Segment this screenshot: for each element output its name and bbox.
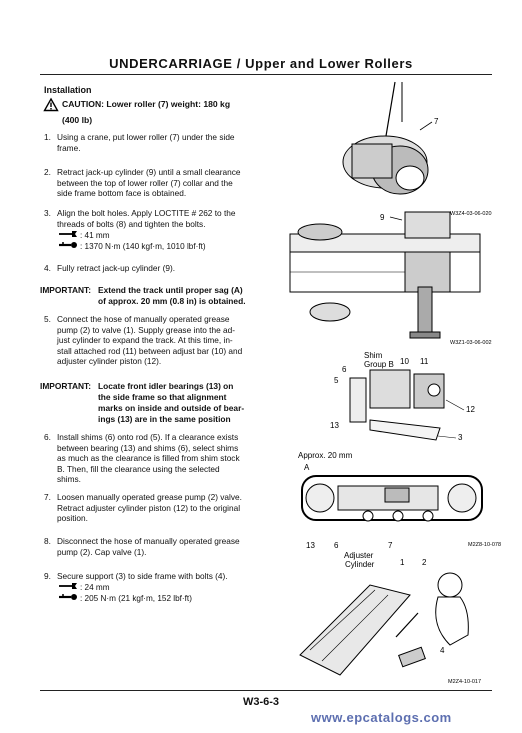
step-number: 6. bbox=[44, 432, 51, 442]
svg-text:13: 13 bbox=[306, 541, 315, 550]
svg-text:A: A bbox=[304, 463, 310, 472]
important-label: IMPORTANT: bbox=[40, 285, 92, 295]
figure-grease-pump bbox=[300, 555, 490, 687]
wrench-icon bbox=[56, 582, 80, 593]
spec-value: : 1370 N·m (140 kgf·m, 1010 lbf·ft) bbox=[80, 242, 206, 251]
svg-text:6: 6 bbox=[342, 365, 347, 374]
step-number: 3. bbox=[44, 208, 51, 218]
footer-rule bbox=[40, 690, 492, 691]
svg-text:7: 7 bbox=[388, 541, 393, 550]
figure-code-2: W3Z1-03-06-002 bbox=[450, 340, 492, 346]
spec-block-step3 bbox=[44, 230, 206, 252]
step-text: Secure support (3) to side frame with bolts (4). bbox=[57, 571, 228, 581]
step-number: 2. bbox=[44, 167, 51, 177]
step-text: Align the bolt holes. Apply LOCTITE # 262 to the threads of bolts (8) and tighten the bolts. bbox=[57, 208, 236, 229]
svg-text:13: 13 bbox=[330, 421, 339, 430]
spec-row bbox=[56, 241, 206, 252]
svg-text:12: 12 bbox=[466, 405, 475, 414]
svg-text:11: 11 bbox=[420, 357, 429, 366]
svg-text:2: 2 bbox=[422, 558, 427, 567]
svg-text:Cylinder: Cylinder bbox=[345, 560, 375, 569]
step-number: 9. bbox=[44, 571, 51, 581]
caution-line1: CAUTION: Lower roller (7) weight: 180 kg bbox=[62, 99, 231, 109]
step-text: Using a crane, put lower roller (7) under the side frame. bbox=[57, 132, 235, 153]
important-label: IMPORTANT: bbox=[40, 381, 92, 391]
spec-row bbox=[56, 230, 206, 241]
figure-shim-detail bbox=[330, 350, 490, 450]
svg-text:10: 10 bbox=[400, 357, 409, 366]
svg-text:5: 5 bbox=[334, 376, 339, 385]
step-number: 1. bbox=[44, 132, 51, 142]
header-rule bbox=[40, 74, 492, 75]
figure-code-4: M2Z4-10-017 bbox=[448, 679, 482, 685]
spec-value: : 41 mm bbox=[80, 231, 110, 240]
wrench-icon bbox=[56, 230, 80, 241]
svg-text:1: 1 bbox=[400, 558, 405, 567]
svg-text:6: 6 bbox=[334, 541, 339, 550]
warning-icon bbox=[44, 98, 58, 114]
page-title: UNDERCARRIAGE / Upper and Lower Rollers bbox=[109, 56, 413, 71]
svg-text:3: 3 bbox=[458, 433, 463, 442]
caution-line2: (400 lb) bbox=[62, 115, 93, 125]
step-text: Retract jack-up cylinder (9) until a small clearance between the top of lower roller (7) collar and the side frame bottom face is obtained. bbox=[57, 167, 241, 199]
torque-wrench-icon bbox=[56, 241, 80, 252]
spec-value: : 24 mm bbox=[80, 583, 110, 592]
figure-roller-lift bbox=[290, 82, 490, 347]
svg-text:Approx. 20 mm: Approx. 20 mm bbox=[298, 451, 353, 460]
torque-wrench-icon bbox=[56, 593, 80, 604]
spec-value: : 205 N·m (21 kgf·m, 152 lbf·ft) bbox=[80, 594, 192, 603]
svg-text:Adjuster: Adjuster bbox=[344, 551, 374, 560]
step-number: 8. bbox=[44, 536, 51, 546]
important-text: Extend the track until proper sag (A) of approx. 20 mm (0.8 in) is obtained. bbox=[98, 285, 246, 306]
caution-block bbox=[44, 98, 264, 126]
important-text: Locate front idler bearings (13) on the side frame so that alignment marks on inside and outside of bear- ings (13) are in the same position bbox=[98, 381, 245, 424]
svg-text:Shim: Shim bbox=[364, 351, 383, 360]
spec-row bbox=[56, 582, 192, 593]
spec-block-step9 bbox=[44, 582, 192, 604]
step-text: Install shims (6) onto rod (5). If a clearance exists between bearing (13) and shims (6), select shims as much as the clearance is filled from shim stock B. Then, fill the clearance using the selected shims. bbox=[57, 432, 240, 485]
figure-code-1: W3Z4-03-06-020 bbox=[450, 211, 492, 217]
figure-track-sag bbox=[290, 450, 502, 570]
watermark[interactable]: www.epcatalogs.com bbox=[311, 710, 452, 725]
page-number: W3-6-3 bbox=[242, 696, 280, 708]
step-number: 5. bbox=[44, 314, 51, 324]
callout-7: 7 bbox=[434, 117, 439, 126]
svg-text:4: 4 bbox=[440, 646, 445, 655]
section-heading: Installation bbox=[44, 85, 92, 95]
step-number: 4. bbox=[44, 263, 51, 273]
spec-row bbox=[56, 593, 192, 604]
step-text: Fully retract jack-up cylinder (9). bbox=[57, 263, 176, 273]
callout-9: 9 bbox=[380, 213, 385, 222]
svg-text:Group B: Group B bbox=[364, 360, 394, 369]
step-number: 7. bbox=[44, 492, 51, 502]
figure-code-3: M2Z8-10-078 bbox=[468, 542, 502, 548]
step-text: Loosen manually operated grease pump (2) valve. Retract adjuster cylinder piston (12) to the original position. bbox=[57, 492, 242, 524]
step-text: Disconnect the hose of manually operated grease pump (2). Cap valve (1). bbox=[57, 536, 240, 557]
step-text: Connect the hose of manually operated grease pump (2) to valve (1). Supply grease into the ad- just cylinder to expand the track. At this time, in- stall attached rod (11) between adjust bar (10) and adjuster cylinder piston (12). bbox=[57, 314, 243, 367]
